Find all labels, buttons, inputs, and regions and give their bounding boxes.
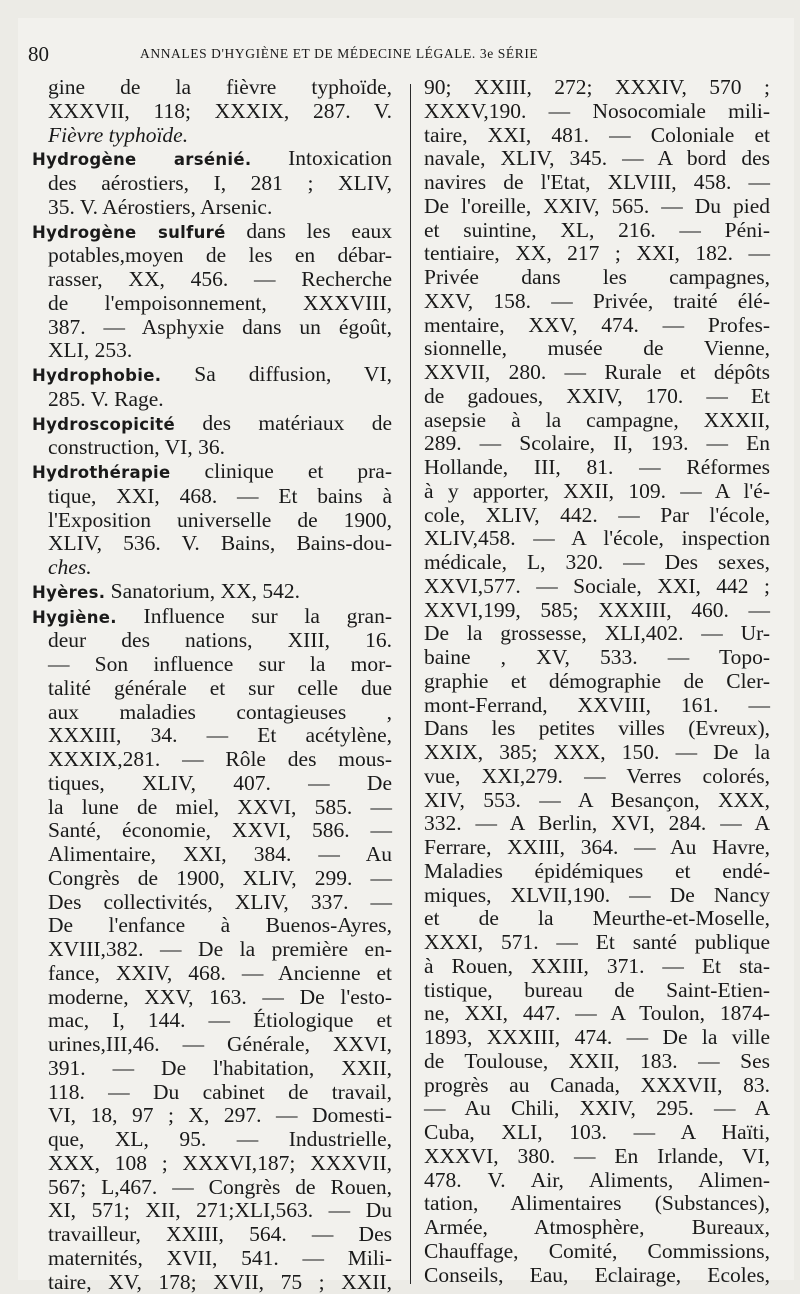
index-text-line: de Toulouse, XXII, 183. — Ses — [424, 1050, 770, 1074]
index-text-line — [32, 701, 392, 725]
index-text-line: XXXI, 571. — Et santé publique — [424, 931, 770, 955]
index-line-text: mac, I, 144. — Étiologique et — [48, 1008, 392, 1032]
index-line-text: deur des nations, XIII, 16. — [48, 628, 392, 652]
index-line-text: des aérostiers, I, 281 ; XLIV, — [48, 171, 392, 195]
index-text-line — [32, 509, 392, 533]
index-text-line: Privée dans les campagnes, — [424, 266, 770, 290]
index-text-line — [32, 1009, 392, 1033]
index-line-text: ches. — [48, 555, 92, 579]
index-text-line — [32, 724, 392, 748]
index-line-text: fance, XXIV, 468. — Ancienne et — [48, 961, 392, 985]
index-line-text: Intoxication — [251, 146, 392, 170]
index-line-text: VI, 18, 97 ; X, 297. — Domesti- — [48, 1103, 392, 1127]
index-text-line — [32, 914, 392, 938]
index-text-line — [32, 1199, 392, 1223]
index-text-line: et suintine, XL, 216. — Péni- — [424, 219, 770, 243]
index-text-line — [32, 629, 392, 653]
index-entry-headword-line — [32, 412, 392, 437]
index-text-line — [32, 268, 392, 292]
index-line-text: XXXIX,281. — Rôle des mous- — [48, 747, 392, 771]
index-line-text: de l'empoisonnement, XXXVIII, — [48, 291, 392, 315]
index-text-line — [32, 339, 392, 363]
index-text-line: tistique, bureau de Saint-Etien- — [424, 979, 770, 1003]
index-text-line — [32, 388, 392, 412]
index-text-line — [32, 677, 392, 701]
index-line-text: Alimentaire, XXI, 384. — Au — [48, 842, 392, 866]
index-line-text: 387. — Asphyxie dans un égoût, — [48, 315, 392, 339]
index-text-line: XXVI,577. — Sociale, XXI, 442 ; — [424, 575, 770, 599]
index-entry-headword-line — [32, 460, 392, 485]
index-text-line — [32, 292, 392, 316]
index-text-line — [32, 316, 392, 340]
index-text-line — [32, 1128, 392, 1152]
index-text-line: sionnelle, musée de Vienne, — [424, 337, 770, 361]
index-line-text: clinique et pra- — [171, 459, 392, 483]
index-line-text: que, XL, 95. — Industrielle, — [48, 1127, 392, 1151]
index-line-text: dans les eaux — [226, 219, 392, 243]
index-text-line: et de la Meurthe-et-Moselle, — [424, 907, 770, 931]
index-text-line: miques, XLVII,190. — De Nancy — [424, 884, 770, 908]
index-line-text: XVIII,382. — De la première en- — [48, 937, 392, 961]
index-text-line: progrès au Canada, XXXVII, 83. — [424, 1074, 770, 1098]
index-text-line: 1893, XXXIII, 474. — De la ville — [424, 1026, 770, 1050]
index-text-line: ne, XXI, 447. — A Toulon, 1874- — [424, 1002, 770, 1026]
index-text-line: à y apporter, XXII, 109. — A l'é- — [424, 480, 770, 504]
index-line-text: XI, 571; XII, 271;XLI,563. — Du — [48, 1198, 392, 1222]
index-entry-headword-line — [32, 363, 392, 388]
index-text-line — [32, 1247, 392, 1271]
column-divider — [410, 84, 411, 1284]
index-text-line — [32, 556, 392, 580]
index-text-line — [32, 1104, 392, 1128]
index-text-line — [32, 891, 392, 915]
index-line-text: l'Exposition universelle de 1900, — [48, 508, 392, 532]
index-text-line: tation, Alimentaires (Substances), — [424, 1192, 770, 1216]
index-line-text: construction, VI, 36. — [48, 435, 225, 459]
index-text-line — [32, 748, 392, 772]
index-line-text: XLI, 253. — [48, 338, 132, 362]
index-line-text: aux maladies contagieuses , — [48, 700, 392, 724]
running-title: ANNALES D'HYGIÈNE ET DE MÉDECINE LÉGALE. 3e SÉRIE — [140, 46, 538, 62]
index-text-line: navires de l'Etat, XLVIII, 458. — — [424, 171, 770, 195]
index-line-text: 567; L,467. — Congrès de Rouen, — [48, 1175, 392, 1199]
index-headword: Hydrogène arsénié. — [32, 150, 251, 169]
index-text-line: — Au Chili, XXIV, 295. — A — [424, 1097, 770, 1121]
index-text-line: Conseils, Eau, Eclairage, Ecoles, — [424, 1264, 770, 1288]
index-text-line — [32, 100, 392, 124]
index-line-text: moderne, XXV, 163. — De l'esto- — [48, 985, 392, 1009]
index-text-line: cole, XLIV, 442. — Par l'école, — [424, 504, 770, 528]
index-text-line — [32, 532, 392, 556]
index-text-line: mont-Ferrand, XXVIII, 161. — — [424, 694, 770, 718]
index-line-text: gine de la fièvre typhoïde, — [48, 75, 392, 99]
index-text-line: XXVI,199, 585; XXXIII, 460. — — [424, 599, 770, 623]
index-text-line: Cuba, XLI, 103. — A Haïti, — [424, 1121, 770, 1145]
index-text-line — [32, 1176, 392, 1200]
index-text-line: De la grossesse, XLI,402. — Ur- — [424, 622, 770, 646]
index-line-text: urines,III,46. — Générale, XXVI, — [48, 1032, 392, 1056]
index-text-line — [32, 124, 392, 148]
index-text-line: 289. — Scolaire, II, 193. — En — [424, 432, 770, 456]
index-headword: Hydrophobie. — [32, 366, 161, 385]
index-text-line: 332. — A Berlin, XVI, 284. — A — [424, 812, 770, 836]
index-text-line — [32, 485, 392, 509]
index-line-text: 285. V. Rage. — [48, 387, 164, 411]
index-line-text: rasser, XX, 456. — Recherche — [48, 267, 392, 291]
index-text-line — [32, 867, 392, 891]
index-text-line: Ferrare, XXIII, 364. — Au Havre, — [424, 836, 770, 860]
index-line-text: Fièvre typhoïde. — [48, 123, 188, 147]
index-text-line — [32, 938, 392, 962]
index-text-line — [32, 76, 392, 100]
index-headword: Hygiène. — [32, 608, 117, 627]
index-headword: Hydrogène sulfuré — [32, 223, 226, 242]
index-line-text: XLIV, 536. V. Bains, Bains-dou- — [48, 531, 392, 555]
index-text-line: navale, XLIV, 345. — A bord des — [424, 147, 770, 171]
index-line-text: tiques, XLIV, 407. — De — [48, 771, 392, 795]
index-line-text: des matériaux de — [175, 411, 392, 435]
index-text-line: à Rouen, XXIII, 371. — Et sta- — [424, 955, 770, 979]
index-text-line: XLIV,458. — A l'école, inspection — [424, 527, 770, 551]
index-text-line: taire, XXI, 481. — Coloniale et — [424, 124, 770, 148]
index-text-line: vue, XXI,279. — Verres colorés, — [424, 765, 770, 789]
index-line-text: Congrès de 1900, XLIV, 299. — — [48, 866, 392, 890]
index-text-line — [32, 819, 392, 843]
index-text-line: graphie et démographie de Cler- — [424, 670, 770, 694]
index-text-line: Chauffage, Comité, Commissions, — [424, 1240, 770, 1264]
index-entry-headword-line — [32, 580, 392, 605]
index-text-line: 478. V. Air, Aliments, Alimen- — [424, 1169, 770, 1193]
index-text-line — [32, 172, 392, 196]
index-text-line: Armée, Atmosphère, Bureaux, — [424, 1216, 770, 1240]
index-text-line — [32, 1033, 392, 1057]
index-line-text: taire, XV, 178; XVII, 75 ; XXII, — [48, 1270, 392, 1294]
index-text-line: de gadoues, XXIV, 170. — Et — [424, 385, 770, 409]
index-line-text: 391. — De l'habitation, XXII, — [48, 1056, 392, 1080]
index-text-line — [32, 196, 392, 220]
index-column-left — [32, 76, 392, 1294]
index-line-text: la lune de miel, XXVI, 585. — — [48, 795, 392, 819]
index-text-line: XIV, 553. — A Besançon, XXX, — [424, 789, 770, 813]
index-text-line: 90; XXIII, 272; XXXIV, 570 ; — [424, 76, 770, 100]
index-text-line — [32, 1271, 392, 1294]
index-line-text: Sanatorium, XX, 542. — [105, 579, 300, 603]
index-text-line — [32, 1152, 392, 1176]
index-line-text: Sa diffusion, VI, — [161, 362, 392, 386]
index-text-line — [32, 1057, 392, 1081]
index-text-line: mentaire, XXV, 474. — Profes- — [424, 314, 770, 338]
index-text-line: médicale, L, 320. — Des sexes, — [424, 551, 770, 575]
index-text-line — [32, 244, 392, 268]
index-text-line: asepsie à la campagne, XXXII, — [424, 409, 770, 433]
index-line-text: XXXIII, 34. — Et acétylène, — [48, 723, 392, 747]
index-text-line: XXXV,190. — Nosocomiale mili- — [424, 100, 770, 124]
index-text-line — [32, 986, 392, 1010]
index-text-line: Maladies épidémiques et endé- — [424, 860, 770, 884]
index-headword: Hydroscopicité — [32, 415, 175, 434]
index-entry-headword-line — [32, 605, 392, 630]
index-line-text: talité générale et sur celle due — [48, 676, 392, 700]
page-header — [28, 42, 788, 72]
index-text-line: Hollande, III, 81. — Réformes — [424, 456, 770, 480]
index-text-line — [32, 1081, 392, 1105]
book-page — [18, 18, 794, 1280]
index-text-line — [32, 653, 392, 677]
index-line-text: Influence sur la gran- — [117, 604, 392, 628]
index-entry-headword-line — [32, 220, 392, 245]
index-text-line: baine , XV, 533. — Topo- — [424, 646, 770, 670]
index-text-line — [32, 843, 392, 867]
index-line-text: maternités, XVII, 541. — Mili- — [48, 1246, 392, 1270]
index-text-line: XXVII, 280. — Rurale et dépôts — [424, 361, 770, 385]
index-text-line — [32, 1223, 392, 1247]
index-text-line — [32, 772, 392, 796]
index-line-text: Santé, économie, XXVI, 586. — — [48, 818, 392, 842]
index-headword: Hyères. — [32, 583, 105, 602]
index-text-line: XXV, 158. — Privée, traité élé- — [424, 290, 770, 314]
index-line-text: De l'enfance à Buenos-Ayres, — [48, 913, 392, 937]
index-headword: Hydrothérapie — [32, 463, 171, 482]
index-line-text: 118. — Du cabinet de travail, — [48, 1080, 392, 1104]
index-column-right — [424, 76, 770, 1287]
index-text-line: De l'oreille, XXIV, 565. — Du pied — [424, 195, 770, 219]
index-entry-headword-line — [32, 147, 392, 172]
index-line-text: — Son influence sur la mor- — [48, 652, 392, 676]
index-text-line: XXXVI, 380. — En Irlande, VI, — [424, 1145, 770, 1169]
index-line-text: 35. V. Aérostiers, Arsenic. — [48, 195, 272, 219]
index-text-line: tentiaire, XX, 217 ; XXI, 182. — — [424, 242, 770, 266]
index-text-line — [32, 436, 392, 460]
index-line-text: XXXVII, 118; XXXIX, 287. V. — [48, 99, 392, 123]
index-line-text: travailleur, XXIII, 564. — Des — [48, 1222, 392, 1246]
index-line-text: Des collectivités, XLIV, 337. — — [48, 890, 392, 914]
index-line-text: XXX, 108 ; XXXVI,187; XXXVII, — [48, 1151, 392, 1175]
page-number: 80 — [28, 42, 49, 67]
index-text-line — [32, 962, 392, 986]
index-text-line: Dans les petites villes (Evreux), — [424, 717, 770, 741]
index-line-text: potables,moyen de les en débar- — [48, 243, 392, 267]
index-text-line — [32, 796, 392, 820]
index-text-line: XXIX, 385; XXX, 150. — De la — [424, 741, 770, 765]
index-line-text: tique, XXI, 468. — Et bains à — [48, 484, 392, 508]
